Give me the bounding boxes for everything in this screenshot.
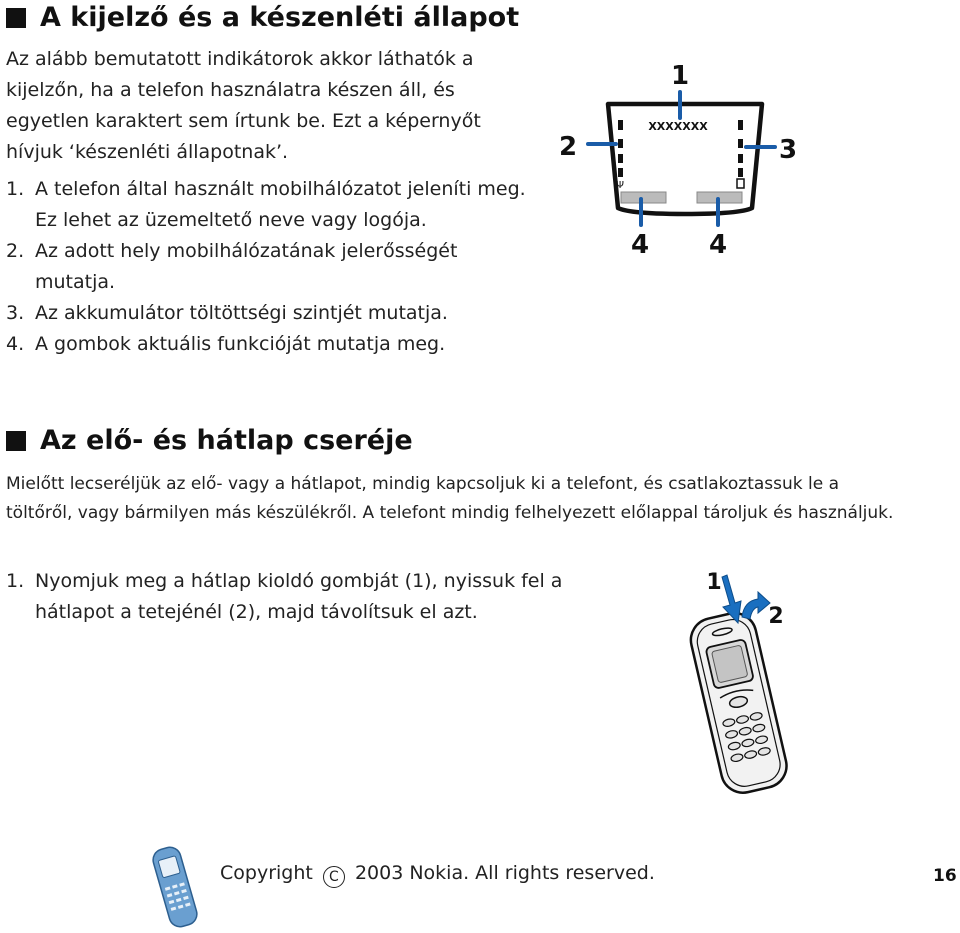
list-item-text: A telefon által használt mobilhálózatot jeleníti meg. Ez lehet az üzemeltető neve vagy logója. <box>35 178 526 231</box>
svg-text:Ψ: Ψ <box>616 180 624 191</box>
phone-thumbnail-icon <box>145 843 205 931</box>
page-number: 16 <box>933 866 957 886</box>
list-item-number: 3. <box>6 302 25 324</box>
section-title-display <box>6 2 519 33</box>
list-item <box>6 174 526 236</box>
list-item <box>6 236 526 298</box>
list-item-text: A gombok aktuális funkcióját mutatja meg. <box>35 333 446 355</box>
operator-name-placeholder: XXXXXXX <box>648 120 708 133</box>
copyright-word: Copyright <box>220 862 313 884</box>
copyright-notice <box>220 862 655 888</box>
back-cover-removal-figure <box>672 565 812 805</box>
list-item <box>6 329 526 360</box>
section-bullet-icon <box>6 8 26 28</box>
callout-number: 1 <box>670 61 690 91</box>
covers-steps-list <box>6 566 566 628</box>
list-item-number: 1. <box>6 178 25 200</box>
section-title-text: Az elő- és hátlap cseréje <box>40 425 413 456</box>
copyright-text: 2003 Nokia. All rights reserved. <box>354 862 655 884</box>
list-item-text: Az adott hely mobilhálózatának jelerősségét mutatja. <box>35 240 458 293</box>
list-item-text: Az akkumulátor töltöttségi szintjét mutatja. <box>35 302 448 324</box>
lift-arrow-icon <box>742 592 770 619</box>
list-item <box>6 298 526 329</box>
callout-number: 3 <box>778 135 798 165</box>
callout-number: 4 <box>708 230 728 260</box>
copyright-symbol-icon: C <box>323 866 345 888</box>
phone-illustration <box>687 609 791 797</box>
covers-warning-paragraph: Mielőtt lecseréljük az elő- vagy a hátlapot, mindig kapcsoljuk ki a telefont, és csatlakoztassuk le a töltőről, vagy bármilyen más készülékről. A telefont mindig felhelyezett előlappal tároljuk és használjuk. <box>6 474 894 523</box>
callout-number: 1 <box>706 570 722 595</box>
standby-display-figure <box>550 50 810 260</box>
section-title-covers <box>6 425 413 456</box>
list-item-text: Nyomjuk meg a hátlap kioldó gombját (1), nyissuk fel a hátlapot a tetejénél (2), majd távolítsuk el azt. <box>35 570 563 623</box>
callout-number: 2 <box>558 132 578 162</box>
indicator-list <box>6 174 526 360</box>
list-item-number: 1. <box>6 570 25 592</box>
section-title-text: A kijelző és a készenléti állapot <box>40 2 520 33</box>
left-softkey-label-placeholder <box>621 192 666 203</box>
list-item-number: 4. <box>6 333 25 355</box>
list-item <box>6 566 566 628</box>
section-bullet-icon <box>6 431 26 451</box>
intro-paragraph: Az alább bemutatott indikátorok akkor láthatók a kijelzőn, ha a telefon használatra készen áll, és egyetlen karaktert sem írtunk be. Ezt a képernyőt hívjuk ‘készenléti állapotnak’. <box>6 48 481 163</box>
callout-number: 4 <box>630 230 650 260</box>
callout-number: 2 <box>768 604 784 629</box>
list-item-number: 2. <box>6 240 25 262</box>
